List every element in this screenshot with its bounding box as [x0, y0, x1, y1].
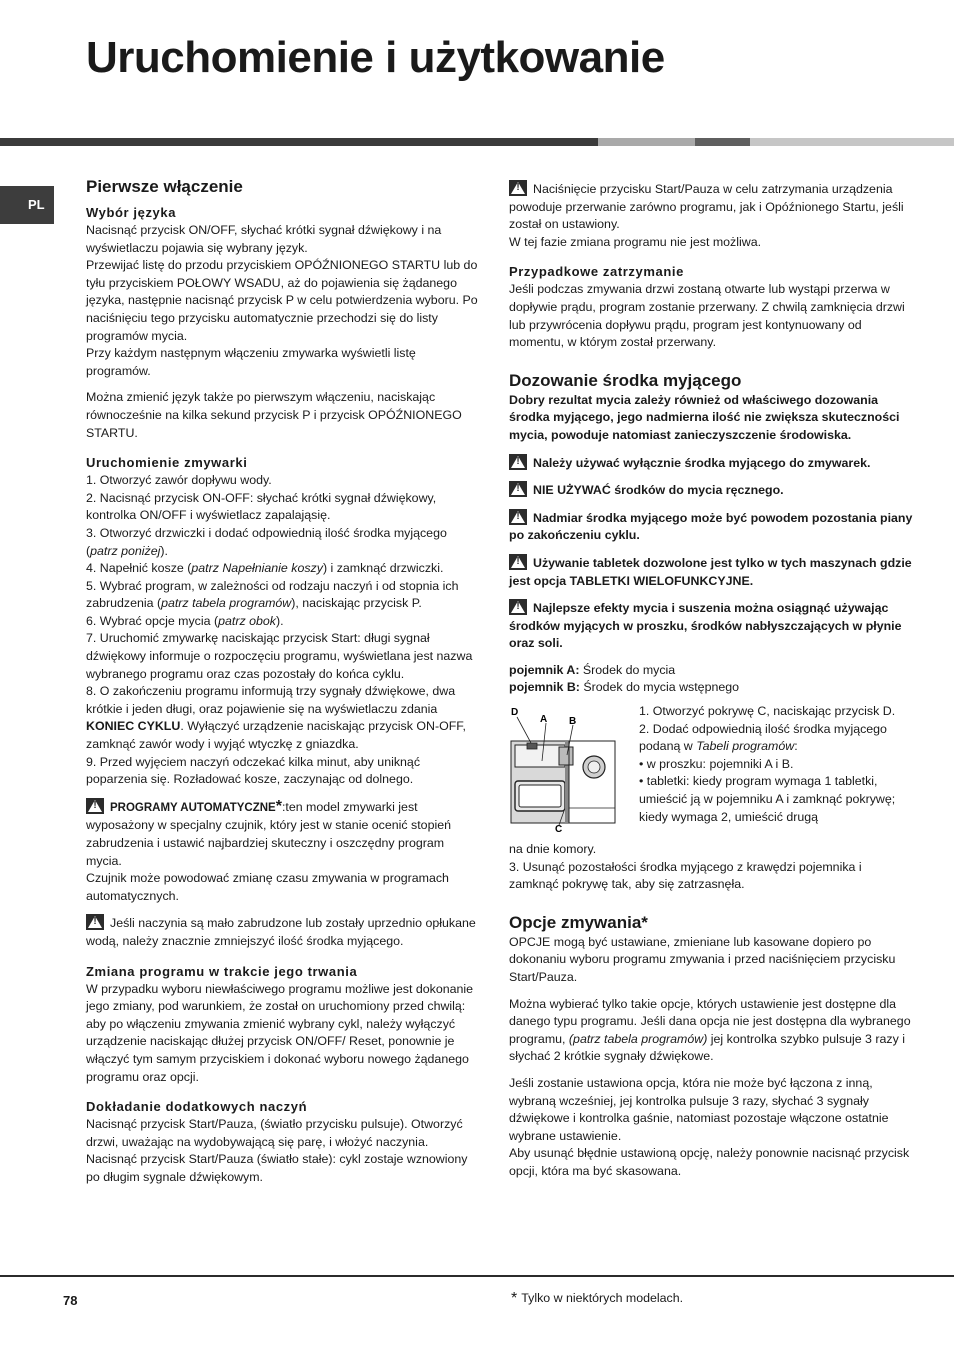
footnote: * Tylko w niektórych modelach.	[511, 1290, 684, 1307]
auto-programs-note: !PROGRAMY AUTOMATYCZNE*:ten model zmywarki jest wyposażony w specjalny czujnik, który jest w stanie ocenić stopień zabrudzenia i ustawić najbardziej skuteczny i oszczędny program mycia.	[86, 798, 478, 870]
subheading-language: Wybór języka	[86, 205, 177, 220]
dispenser-step: 1. Otworzyć pokrywę C, naciskając przycisk D.	[639, 704, 896, 719]
start-step: 3. Otworzyć drzwiczki i dodać odpowiednią ilość środka myjącego (patrz poniżej).	[86, 525, 447, 558]
add-dishes-text: Nacisnąć przycisk Start/Pauza, (światło przycisku pulsuje). Otworzyć drzwi, uważając na wydobywającą się parę, i włożyć naczynia. Nacisnąć przycisk Start/Pauza (światło stałe): cykl zostaje wznowiony po długim sygnale dźwiękowym.	[86, 1117, 468, 1184]
start-step: 4. Napełnić kosze (patrz Napełnianie koszy) i zamknąć drzwiczki.	[86, 561, 444, 576]
warning-icon	[86, 798, 104, 814]
rinse-note: !Jeśli naczynia są mało zabrudzone lub zostały uprzednio opłukane wodą, należy znacznie zmniejszyć ilość środka myjącego.	[86, 914, 478, 950]
accidental-stop-text: Jeśli podczas zmywania drzwi zostaną otwarte lub wystąpi przerwa w dopływie prądu, program zostanie przerwany. Z chwilą zamknięcia drzwi lub przywrócenia dopływu prądu, program jest kontynuowany od momentu, w którym został przerwany.	[509, 282, 905, 350]
warning-icon	[509, 599, 527, 615]
warning-icon	[509, 180, 527, 196]
change-program-text: W przypadku wyboru niewłaściwego programu możliwe jest dokonanie jego zmiany, pod warunkiem, że został on uruchomiony przed chwilą: aby po włączeniu zmywania zmienić wybrany cykl, należy wyłączyć urządzenie naciskając dłużej przycisk ON/OFF/ Reset, ponownie je włączyć tym samym przyciskiem i dokonać wyboru nowego żądanego programu oraz opcji.	[86, 981, 474, 1084]
start-step: 2. Nacisnąć przycisk ON-OFF: słychać krótki sygnał dźwiękowy, kontrolka ON/OFF i wyświetlacz zapalająsię.	[86, 490, 437, 523]
warning-icon	[509, 481, 527, 497]
dosing-warning: !Nadmiar środka myjącego może być powodem pozostania piany po zakończeniu cyklu.	[509, 509, 913, 545]
figure-label-d: D	[511, 707, 519, 719]
dosing-intro: Dobry rezultat mycia zależy również od właściwego dozowania środka myjącego, jego nadmierna ilość nie zwiększa skuteczności mycia, powoduje natomiast zanieczyszczenie środowiska.	[509, 392, 900, 442]
start-step: 8. O zakończeniu programu informują trzy sygnały dźwiękowe, dwa krótkie i jeden długi, oraz pojawienie się na wyświetlaczu zdania KONIEC CYKLU. Wyłączyć urządzenie naciskając przycisk ON-OFF, zamknąć zawór wody i wyjąć wtyczkę z gniazdka.	[86, 684, 466, 752]
warning-icon	[509, 554, 527, 570]
subheading-accidental-stop: Przypadkowe zatrzymanie	[509, 264, 684, 280]
dispenser-step: 2. Dodać odpowiednią ilość środka myjącego podaną w Tabeli programów:	[639, 721, 887, 754]
options-paragraph: Jeśli zostanie ustawiona opcja, która nie może być łączona z inną, wybraną wcześniej, jej kontrolka pulsuje 3 razy, słychać 3 sygnały dźwiękowe i kontrolka gaśnie, natomiast pozostaje włączone ostatnie wybrane ustawienie.	[509, 1076, 889, 1143]
options-paragraph: OPCJE mogą być ustawiane, zmieniane lub kasowane dopiero po dokonaniu wyboru programu zmywania i przed naciśnięciem przycisku Start/Pauza.	[509, 934, 896, 985]
language-paragraph: Nacisnąć przycisk ON/OFF, słychać krótki sygnał dźwiękowy i na wyświetlaczu pojawia się wybrany język.	[86, 223, 442, 255]
header-bar-light	[598, 138, 695, 146]
detergent-dispenser-illustration	[509, 703, 629, 833]
language-tab: PL	[0, 186, 54, 224]
dosing-warning: !Najlepsze efekty mycia i suszenia można osiągnąć używając środków myjących w proszku, środków nabłyszczających w płynie oraz soli.	[509, 599, 913, 653]
language-paragraph: Można zmienić język także po pierwszym włączeniu, naciskając równocześnie na kilka sekund przycisk P i przycisk OPÓŹNIONEGO STARTU.	[86, 390, 462, 440]
dispenser-block	[509, 703, 913, 843]
subheading-add-dishes: Dokładanie dodatkowych naczyń	[86, 1099, 308, 1115]
compartment-b: pojemnik B: Środek do mycia wstępnego	[509, 680, 740, 695]
language-paragraph: Przy każdym następnym włączeniu zmywarka wyświetli listę programów.	[86, 346, 416, 378]
pause-note: !Naciśnięcie przycisku Start/Pauza w celu zatrzymania urządzenia powoduje przerwanie zarówno programu, jak i Opóźnionego Startu, jeśli został on ustawiony.	[509, 180, 913, 234]
start-step: 6. Wybrać opcje mycia (patrz obok).	[86, 613, 284, 628]
dispenser-step: • w proszku: pojemniki A i B.	[639, 756, 794, 771]
figure-label-a: A	[540, 714, 548, 726]
header-bar-mid	[695, 138, 750, 146]
subheading-change-program: Zmiana programu w trakcie jego trwania	[86, 963, 358, 979]
section-heading-first-start: Pierwsze włączenie	[86, 177, 243, 196]
start-step: 7. Uruchomić zmywarkę naciskając przycisk Start: długi sygnał dźwiękowy informuje o rozpoczęciu programu, wyświetlana jest nazwa wybranego programu oraz czas pozostały do końca cyklu.	[86, 631, 473, 681]
options-paragraph: Można wybierać tylko takie opcje, których ustawienie jest dostępne dla danego typu programu. Jeśli dana opcja nie jest dostępna dla wybranego programu, (patrz tabela programów) jej kontrolka szybko pulsuje 3 razy i słychać 2 krótkie sygnały dźwiękowe.	[509, 996, 911, 1064]
auto-programs-note: Czujnik może powodować zmianę czasu zmywania w programach automatycznych.	[86, 871, 449, 903]
pause-note: W tej fazie zmiana programu nie jest możliwa.	[509, 234, 762, 249]
warning-icon	[509, 509, 527, 525]
page-number: 78	[63, 1293, 78, 1308]
header-bar-pale	[750, 138, 954, 146]
start-step: 1. Otworzyć zawór dopływu wody.	[86, 473, 272, 488]
dispenser-step: na dnie komory.	[509, 842, 597, 857]
page-title: Uruchomienie i użytkowanie	[86, 33, 665, 82]
warning-icon	[509, 454, 527, 470]
start-step: 5. Wybrać program, w zależności od rodzaju naczyń i od stopnia ich zabrudzenia (patrz tabela programów), naciskając przycisk P.	[86, 578, 459, 611]
section-heading-options: Opcje zmywania*	[509, 912, 648, 932]
header-bar-dark	[0, 138, 598, 146]
dispenser-step: 3. Usunąć pozostałości środka myjącego z krawędzi pojemnika i zamknąć pokrywę tak, aby się zatrzasnęła.	[509, 859, 862, 892]
language-paragraph: Przewijać listę do przodu przyciskiem OPÓŹNIONEGO STARTU lub do tyłu przyciskiem POŁOWY WSADU, aż do pojawienia się żądanego języka, następnie nacisnąć przycisk P w celu potwierdzenia wyboru. Po naciśnięciu tego przycisku automatycznie przechodzi się do listy programów mycia.	[86, 258, 478, 343]
left-column	[86, 176, 478, 1187]
compartment-a: pojemnik A: Środek do mycia	[509, 662, 676, 677]
figure-label-c: C	[555, 824, 563, 834]
options-paragraph: Aby usunąć błędnie ustawioną opcję, należy ponownie nacisnąć przycisk opcji, która ma być skasowana.	[509, 1146, 910, 1178]
dosing-warning: !Należy używać wyłącznie środka myjącego do zmywarek.	[509, 454, 913, 473]
section-heading-dosing: Dozowanie środka myjącego	[509, 370, 742, 390]
footer-rule	[0, 1275, 954, 1277]
warning-icon	[86, 914, 104, 930]
dispenser-step: • tabletki: kiedy program wymaga 1 tabletki, umieścić ją w pojemniku A i zamknąć pokrywę; kiedy wymaga 2, umieścić drugą	[639, 774, 896, 824]
right-column	[509, 180, 913, 1181]
subheading-start: Uruchomienie zmywarki	[86, 455, 248, 471]
start-step: 9. Przed wyjęciem naczyń odczekać kilka minut, aby uniknąć poparzenia się. Rozładować kosze, zaczynając od dolnego.	[86, 754, 421, 787]
figure-label-b: B	[569, 716, 577, 728]
dispenser-instructions	[639, 703, 913, 826]
dosing-warning: !Używanie tabletek dozwolone jest tylko w tych maszynach gdzie jest opcja TABLETKI WIELOFUNKCYJNE.	[509, 554, 913, 590]
dosing-warning: !NIE UŻYWAĆ środków do mycia ręcznego.	[509, 481, 913, 500]
